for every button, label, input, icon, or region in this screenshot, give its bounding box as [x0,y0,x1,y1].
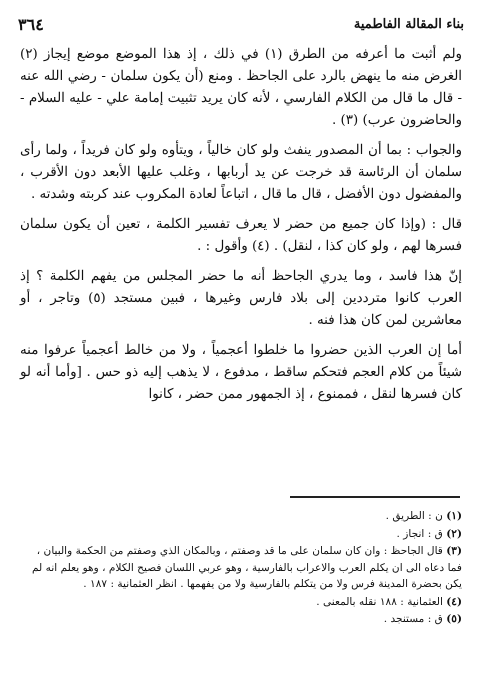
footnote-number: (٥) [446,613,462,625]
footnote-5 [20,611,462,628]
footnote-number: (١) [446,510,462,522]
footnote-1 [20,508,462,525]
main-text [20,44,462,406]
footnote-3 [20,543,462,593]
running-header [18,14,464,34]
footnote-text: العثمانية : ١٨٨ نقله بالمعنى . [316,595,443,608]
footnote-number: (٢) [446,527,462,540]
footnote-text: قال الجاحظ : وان كان سلمان على ما قد وصفتم ، وبالمكان الذي وصفتم من الحكمة والبيان ، فما دعاه الى ان يكلم العرب والاعراب بالفارسية ، وهو عربي اللسان فصيح الكلام ، وهو يعلم انه لم يكن بحضرة المدينة فرس ولا من يتكلم بالفارسية ولا من يفهمها . انظر العثمانية : ١٨٧ . [32,545,462,590]
footnote-text: ق : انجاز . [396,527,443,540]
footnote-number: (٤) [446,595,462,608]
footnote-4 [20,594,462,611]
footnote-text: ن : الطريق . [385,510,443,522]
paragraph-5: أما إن العرب الذين حضروا ما خلطوا أعجمياً ، ولا من خالط أعجمياً عرفوا منه شيئاً من كلام العجم فتحكم ساقط ، مدفوع ، لا يذهب إليه ذو حس . [وأما أنه لو كان فسرها لنقل ، فممنوع ، إذ الجمهور ممن حضر ، كانوا [20,343,462,402]
paragraph-2: والجواب : بما أن المصدور ينفث ولو كان خالياً ، ويتأوه ولو كان فريداً ، ولما رأى سلمان أن الرئاسة قد خرجت عن يد أربابها ، وغلب عليها الأبعد دون الأقرب ، والمفضول دون الأفضل ، قال ما قال ، اتباعاً لعادة المكروب عند كربته وشدته . [20,143,462,202]
footnote-separator [290,496,460,498]
paragraph-1: ولم أثبت ما أعرفه من الطرق (١) في ذلك ، إذ هذا الموضع موضع إيجاز (٢) الغرض منه ما ينهض بالرد على الجاحظ . ومنع (أن يكون سلمان - رضي الله عنه - قال ما قال من الكلام الفارسي ، لأنه كان يريد تثبيت إمامة علي - عليه السلام - والحاضرون عرب) (٣) . [20,47,462,128]
footnotes [20,508,462,629]
page-number: ٣٦٤ [18,14,44,34]
paragraph-4: إنّ هذا فاسد ، وما يدري الجاحظ أنه ما حضر المجلس من يفهم الكلمة ؟ إذ العرب كانوا مترددين إلى بلاد فارس وغيرها ، فبين مستجد (٥) وتاجر ، أو معاشرين لمن كان هذا فنه . [20,269,462,328]
footnote-number: (٣) [446,545,462,557]
footnote-2 [20,526,462,543]
paragraph-3: قال : (وإذا كان جميع من حضر لا يعرف تفسير الكلمة ، تعين أن يكون سلمان فسرها لهم ، ولو كان كذا ، لنقل) . (٤) وأقول : . [20,217,462,254]
footnote-text: ق : مستنجد . [383,613,443,625]
running-title: بناء المقالة الفاطمية [353,16,464,32]
